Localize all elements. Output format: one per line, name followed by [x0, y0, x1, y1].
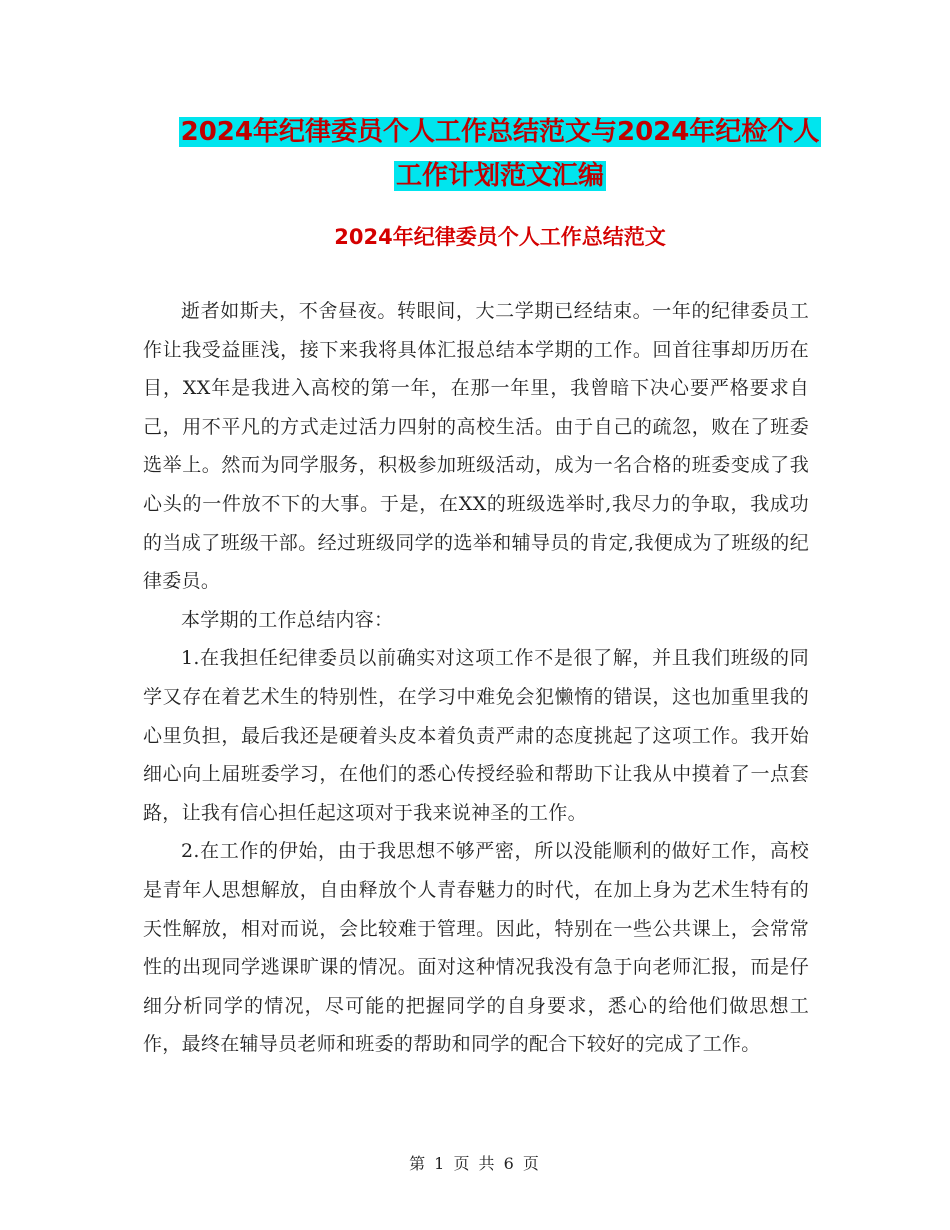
document-title — [140, 110, 860, 198]
document-body — [143, 292, 809, 1064]
body-paragraph-1: 逝者如斯夫，不舍昼夜。转眼间，大二学期已经结束。一年的纪律委员工作让我受益匪浅，接下来我将具体汇报总结本学期的工作。回首往事却历历在目，XX年是我进入高校的第一年，在那一年里，我曾暗下决心要严格要求自己，用不平凡的方式走过活力四射的高校生活。由于自己的疏忽，败在了班委选举上。然而为同学服务，积极参加班级活动，成为一名合格的班委变成了我心头的一件放不下的大事。于是，在XX的班级选举时,我尽力的争取，我成功的当成了班级干部。经过班级同学的选举和辅导员的肯定,我便成为了班级的纪律委员。 — [143, 300, 809, 593]
document-title-line-2: 工作计划范文汇编 — [395, 161, 604, 191]
page-footer: 第 1 页 共 6 页 — [409, 1154, 541, 1173]
section-title: 2024年纪律委员个人工作总结范文 — [334, 225, 666, 249]
document-title-line-1: 2024年纪律委员个人工作总结范文与2024年纪检个人 — [180, 117, 820, 147]
body-paragraph-4: 2.在工作的伊始，由于我思想不够严密，所以没能顺利的做好工作，高校是青年人思想解放，自由释放个人青春魅力的时代，在加上身为艺术生特有的天性解放，相对而说，会比较难于管理。因此，特别在一些公共课上，会常常性的出现同学逃课旷课的情况。面对这种情况我没有急于向老师汇报，而是仔细分析同学的情况，尽可能的把握同学的自身要求，悉心的给他们做思想工作，最终在辅导员老师和班委的帮助和同学的配合下较好的完成了工作。 — [143, 840, 809, 1056]
body-paragraph-3: 1.在我担任纪律委员以前确实对这项工作不是很了解，并且我们班级的同学又存在着艺术生的特别性，在学习中难免会犯懒惰的错误，这也加重里我的心里负担，最后我还是硬着头皮本着负责严肃的态度挑起了这项工作。我开始细心向上届班委学习，在他们的悉心传授经验和帮助下让我从中摸着了一点套路，让我有信心担任起这项对于我来说神圣的工作。 — [143, 647, 809, 824]
body-paragraph-2: 本学期的工作总结内容： — [181, 608, 394, 631]
